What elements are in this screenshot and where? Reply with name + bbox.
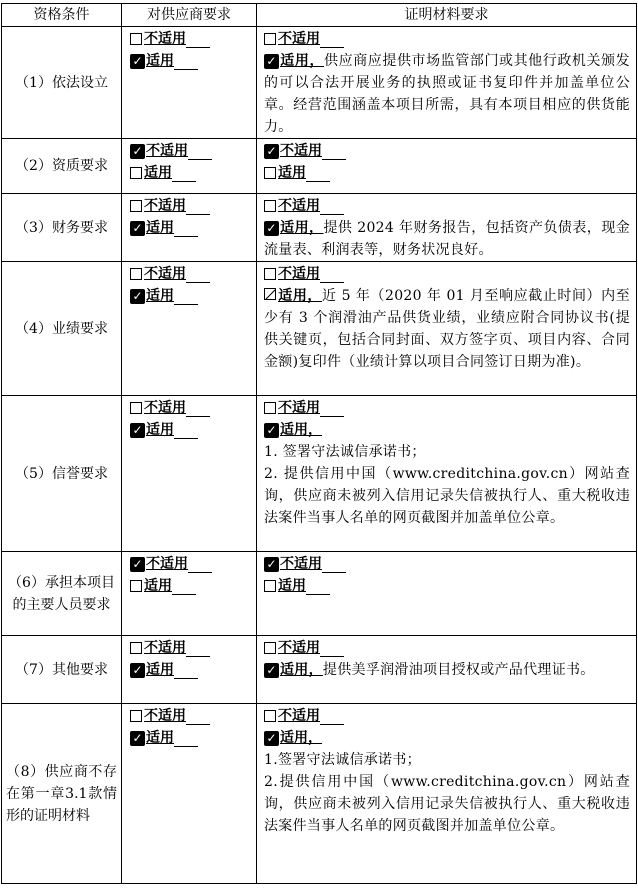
checkbox-unchecked[interactable] xyxy=(130,200,142,212)
table-row xyxy=(2,27,637,139)
condition-cell: （7）其他要求 xyxy=(2,636,122,704)
checkbox-unchecked[interactable] xyxy=(264,402,276,414)
requirement-cell: 不适用 ✓ 适用 xyxy=(122,636,257,704)
condition-cell: （8）供应商不存在第一章3.1款情形的证明材料 xyxy=(2,704,122,884)
checkbox-unchecked[interactable] xyxy=(264,642,276,654)
checkbox-checked[interactable]: ✓ xyxy=(130,144,145,159)
proof-item: 1.签署守法诚信承诺书； xyxy=(264,752,421,768)
proof-text: 供应商应提供市场监管部门或其他行政机关颁发的可以合法开展业务的执照或证书复印件并加盖单位公章。经营范围涵盖本项目所需，具有本项目相应的供货能力。 xyxy=(264,53,630,135)
proof-cell: 不适用 ✓ 适用，供应商应提供市场监管部门或其他行政机关颁发的可以合法开展业务的执照或证书复印件并加盖单位公章。经营范围涵盖本项目所需，具有本项目相应的供货能力。 xyxy=(257,27,637,139)
checkbox-checked[interactable] xyxy=(264,288,276,300)
qualification-table xyxy=(1,3,637,884)
table-row xyxy=(2,636,637,704)
proof-cell: ✓ 不适用 适用 xyxy=(257,552,637,636)
proof-cell: 不适用 适用，近 5 年（2020 年 01 月至响应截止时间）内至少有 3 个润滑油产品供货业绩，业绩应附合同协议书(提供关键页，包括合同封面、双方签字页、项目内容、合同金额)复印件（业绩计算以项目合同签订日期为准)。 xyxy=(257,262,637,396)
checkbox-unchecked[interactable] xyxy=(130,268,142,280)
checkbox-unchecked[interactable] xyxy=(264,33,276,45)
condition-cell: （2）资质要求 xyxy=(2,139,122,194)
proof-cell: 不适用 ✓ 适用， 1.签署守法诚信承诺书； 2.提供信用中国（www.creditchina.gov.cn）网站查询，供应商未被列入信用记录失信被执行人、重大税收违法案件当事人名单的网页截图并加盖单位公章。 xyxy=(257,704,637,884)
checkbox-unchecked[interactable] xyxy=(130,710,142,722)
checkbox-unchecked[interactable] xyxy=(264,710,276,722)
requirement-cell: 不适用 ✓ 适用 xyxy=(122,262,257,396)
table-row xyxy=(2,262,637,396)
checkbox-unchecked[interactable] xyxy=(130,402,142,414)
checkbox-checked[interactable]: ✓ xyxy=(130,731,145,746)
checkbox-unchecked[interactable] xyxy=(264,580,276,592)
table-row xyxy=(2,704,637,884)
checkbox-checked[interactable]: ✓ xyxy=(130,221,145,236)
requirement-cell: 不适用 ✓ 适用 xyxy=(122,704,257,884)
checkbox-unchecked[interactable] xyxy=(130,580,142,592)
table-header-row xyxy=(2,4,637,27)
header-proof-requirement: 证明材料要求 xyxy=(257,4,637,27)
proof-item: 1. 签署守法诚信承诺书； xyxy=(264,444,426,460)
checkbox-unchecked[interactable] xyxy=(130,167,142,179)
header-supplier-requirement: 对供应商要求 xyxy=(122,4,257,27)
requirement-cell: 不适用 ✓ 适用 xyxy=(122,396,257,552)
condition-cell: （1）依法设立 xyxy=(2,27,122,139)
checkbox-unchecked[interactable] xyxy=(130,33,142,45)
checkbox-unchecked[interactable] xyxy=(264,167,276,179)
checkbox-checked[interactable]: ✓ xyxy=(264,144,279,159)
proof-text: 近 5 年（2020 年 01 月至响应截止时间）内至少有 3 个润滑油产品供货业绩，业绩应附合同协议书(提供关键页，包括合同封面、双方签字页、项目内容、合同金额)复印件（业绩计算以项目合同签订日期为准)。 xyxy=(264,288,630,370)
table-row xyxy=(2,396,637,552)
condition-cell: （4）业绩要求 xyxy=(2,262,122,396)
checkbox-unchecked[interactable] xyxy=(264,268,276,280)
checkbox-checked[interactable]: ✓ xyxy=(264,731,279,746)
checkbox-checked[interactable]: ✓ xyxy=(264,663,279,678)
checkbox-unchecked[interactable] xyxy=(264,200,276,212)
table-row xyxy=(2,194,637,262)
checkbox-checked[interactable]: ✓ xyxy=(264,423,279,438)
proof-item: 2.提供信用中国（www.creditchina.gov.cn）网站查询，供应商未被列入信用记录失信被执行人、重大税收违法案件当事人名单的网页截图并加盖单位公章。 xyxy=(264,774,630,834)
proof-cell: ✓ 不适用 适用 xyxy=(257,139,637,194)
condition-cell: （3）财务要求 xyxy=(2,194,122,262)
requirement-cell: ✓ 不适用 适用 xyxy=(122,552,257,636)
checkbox-checked[interactable]: ✓ xyxy=(130,289,145,304)
table-row xyxy=(2,552,637,636)
proof-cell: 不适用 ✓ 适用，提供美孚润滑油项目授权或产品代理证书。 xyxy=(257,636,637,704)
checkbox-unchecked[interactable] xyxy=(130,642,142,654)
table-row xyxy=(2,139,637,194)
requirement-cell: 不适用 ✓ 适用 xyxy=(122,27,257,139)
proof-cell: 不适用 ✓ 适用， 1. 签署守法诚信承诺书； 2. 提供信用中国（www.creditchina.gov.cn）网站查询，供应商未被列入信用记录失信被执行人、重大税收违法案件当事人名单的网页截图并加盖单位公章。 xyxy=(257,396,637,552)
checkbox-checked[interactable]: ✓ xyxy=(264,557,279,572)
proof-item: 2. 提供信用中国（www.creditchina.gov.cn）网站查询，供应商未被列入信用记录失信被执行人、重大税收违法案件当事人名单的网页截图并加盖单位公章。 xyxy=(264,466,630,526)
condition-cell: （6）承担本项目的主要人员要求 xyxy=(2,552,122,636)
proof-text: 提供美孚润滑油项目授权或产品代理证书。 xyxy=(322,662,595,678)
requirement-cell: 不适用 ✓ 适用 xyxy=(122,194,257,262)
proof-text: 提供 2024 年财务报告，包括资产负债表，现金流量表、利润表等，财务状况良好。 xyxy=(264,220,630,258)
checkbox-checked[interactable]: ✓ xyxy=(130,557,145,572)
checkbox-checked[interactable]: ✓ xyxy=(130,663,145,678)
checkbox-checked[interactable]: ✓ xyxy=(130,54,145,69)
requirement-cell: ✓ 不适用 适用 xyxy=(122,139,257,194)
checkbox-checked[interactable]: ✓ xyxy=(264,54,279,69)
header-condition: 资格条件 xyxy=(2,4,122,27)
condition-cell: （5）信誉要求 xyxy=(2,396,122,552)
proof-cell: 不适用 ✓ 适用，提供 2024 年财务报告，包括资产负债表，现金流量表、利润表等，财务状况良好。 xyxy=(257,194,637,262)
checkbox-checked[interactable]: ✓ xyxy=(130,423,145,438)
checkbox-checked[interactable]: ✓ xyxy=(264,221,279,236)
